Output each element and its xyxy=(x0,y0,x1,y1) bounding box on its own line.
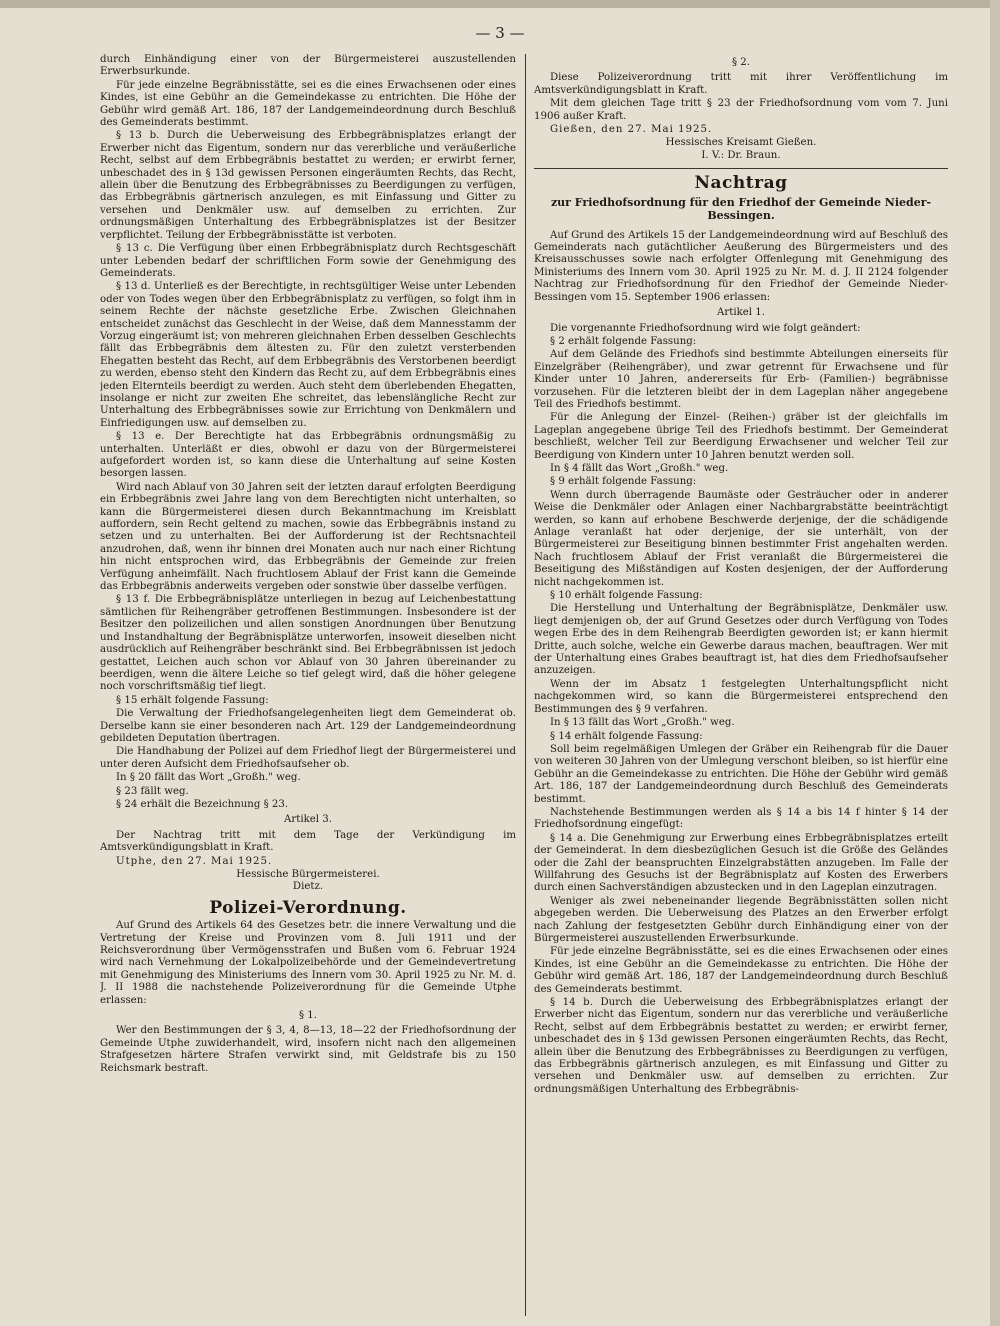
column-divider xyxy=(525,54,526,1316)
place-date: Utphe, den 27. Mai 1925. xyxy=(116,855,273,867)
paragraph: Wenn durch überragende Baumäste oder Gesträucher oder in anderer Weise die Denkmäler oder Anlagen einer Nachbargrabstätte beeinträchtigt werden, so kann auf erhobene Beschwerde derjenige, der die schädigende Anlage veranlaßt hat oder derjenige, der sie unterhält, von der Bürgermeisterei zur Beseitigung binnen bestimmter Frist angehalten werden. Nach fruchtlosem Ablauf der Frist veranlaßt die Bürgermeisterei die Beseitigung des Mißständigen auf Kosten desjenigen, der der Aufforderung nicht nachgekommen ist. xyxy=(534,489,948,588)
paragraph: Für jede einzelne Begräbnisstätte, sei es die eines Erwachsenen oder eines Kindes, ist eine Gebühr an die Gemeindekasse zu entrichten. Die Höhe der Gebühr wird gemäß Art. 186, 187 der Landgemeindeordnung durch Beschluß des Gemeinderats bestimmt. xyxy=(100,79,516,129)
paragraph: § 13 e. Der Berechtigte hat das Erbbegräbnis ordnungsmäßig zu unterhalten. Unterläßt er dies, obwohl er dazu von der Bürgermeisterei aufgefordert worden ist, so kann diese die Unterhaltung auf seine Kosten besorgen lassen. xyxy=(100,431,516,480)
paragraph: Auf Grund des Artikels 64 des Gesetzes betr. die innere Verwaltung und die Vertretung der Kreise und Provinzen vom 8. Juli 1911 und der Reichsverordnung über Vermögensstrafen und Bußen vom 6. Februar 1924 wird nach Vernehmung der Lokalpolizeibehörde und der Gemeindevertretung mit Genehmigung des Ministeriums des Innern vom 30. April 1925 zu Nr. M. d. J. II 1988 die nachstehende Polizeiverordnung für die Gemeinde Utphe erlassen: xyxy=(100,920,516,1006)
section-1-heading: § 1. xyxy=(298,1010,318,1022)
paragraph: Weniger als zwei nebeneinander liegende Begräbnisstätten sollen nicht abgegeben werden. Die Ueberweisung des Platzes an den Erwerber erfolgt nach Zahlung der festgesetzten Gebühr durch Einhändigung einer von der Bürgermeisterei auszustellenden Erwerbsurkunde. xyxy=(534,895,948,944)
paragraph: In § 4 fällt das Wort „Großh." weg. xyxy=(550,462,729,474)
paragraph: Mit dem gleichen Tage tritt § 23 der Friedhofsordnung vom vom 7. Juni 1906 außer Kraft. xyxy=(534,98,948,122)
signer: Dietz. xyxy=(292,881,324,893)
paragraph: § 13 b. Durch die Ueberweisung des Erbbegräbnisplatzes erlangt der Erwerber nicht das Eigentum, sondern nur das vererbliche und veräußerliche Recht, selbst auf dem Erbbegräbnis bestattet zu werden; er erwirbt ferner, unbeschadet des in § 13d gewissen Personen eingeräumten Rechts, das Recht, allein über die Benutzung des Erbbegräbnisses zu Beerdigungen zu verfügen, das Erbbegräbnis gärtnerisch anzulegen, es mit Einfassung und Gitter zu versehen und Denkmäler usw. auf demselben zu errichten. Zur ordnungsmäßigen Unterhaltung des Erbbegräbnisplatzes ist der Besitzer verpflichtet. Teilung der Erbbegräbnisstätte ist verboten. xyxy=(100,130,516,241)
authority: Hessische Bürgermeisterei. xyxy=(236,869,380,880)
paragraph: Nachstehende Bestimmungen werden als § 14 a bis 14 f hinter § 14 der Friedhofsordnung eingefügt: xyxy=(534,806,948,831)
paragraph: In § 20 fällt das Wort „Großh." weg. xyxy=(116,772,301,784)
paragraph: Auf dem Gelände des Friedhofs sind bestimmte Abteilungen einerseits für Einzelgräber (Reihengräber), und zwar getrennt für Erwachsene und für Kinder unter 10 Jahren, andererseits für Erb- (Familien-) begräbnisse vorzusehen. Für die letzteren bleibt der in dem Lageplan näher angegebene Teil des Friedhofs bestimmt. xyxy=(534,349,948,410)
paragraph: Der Nachtrag tritt mit dem Tage der Verkündigung im Amtsverkündigungsblatt in Kraft. xyxy=(100,829,516,854)
paragraph: § 14 a. Die Genehmigung zur Erwerbung eines Erbbegräbnisplatzes erteilt der Gemeinderat. In dem diesbezüglichen Gesuch ist die Größe des Geländes oder die Zahl der beanspruchten Einzelgrabstätten anzugeben. Im Falle der Willfahrung des Gesuchs ist der Begräbnisplatz auf Kosten des Erwerbers durch einen Sachverständigen abzustecken und in den Lageplan einzutragen. xyxy=(534,832,948,894)
place-date: Gießen, den 27. Mai 1925. xyxy=(550,124,713,136)
left-column xyxy=(100,54,516,1316)
artikel-3-heading: Artikel 3. xyxy=(284,814,332,826)
top-edge xyxy=(0,0,1000,8)
paragraph: Für jede einzelne Begräbnisstätte, sei es die eines Erwachsenen oder eines Kindes, ist eine Gebühr an die Gemeindekasse zu entrichten. Die Höhe der Gebühr wird gemäß Art. 186, 187 der Landgemeindeordnung durch Beschluß des Gemeinderats bestimmt. xyxy=(534,946,948,995)
paragraph: Die Handhabung der Polizei auf dem Friedhof liegt der Bürgermeisterei und unter deren Aufsicht dem Friedhofsaufseher ob. xyxy=(100,746,516,770)
paragraph: § 14 erhält folgende Fassung: xyxy=(550,730,703,742)
authority: Hessisches Kreisamt Gießen. xyxy=(665,137,817,149)
paragraph: Wird nach Ablauf von 30 Jahren seit der letzten darauf erfolgten Beerdigung ein Erbbegräbnis zwei Jahre lang von dem Berechtigten nicht unterhalten, so kann die Bürgermeisterei diesen durch Bekanntmachung im Kreisblatt auffordern, sein Recht geltend zu machen, sowie das Erbbegräbnis instand zu setzen und zu unterhalten. Bei der Aufforderung ist der Rechtsnachteil anzudrohen, daß, wenn ihr binnen drei Monaten auch nur nach einer Richtung hin nicht entsprochen wird, das Erbbegräbnis der Gemeinde zur freien Verfügung anheimfällt. Nach fruchtlosem Ablauf der Frist kann die Gemeinde das Erbbegräbnis anderweits vergeben oder sonstwie über dasselbe verfügen. xyxy=(100,481,516,593)
paragraph: Diese Polizeiverordnung tritt mit ihrer Veröffentlichung im Amtsverkündigungsblatt in Kraft. xyxy=(534,72,948,96)
paragraph: Die vorgenannte Friedhofsordnung wird wie folgt geändert: xyxy=(550,322,861,334)
paragraph: Die Herstellung und Unterhaltung der Begräbnisplätze, Denkmäler usw. liegt demjenigen ob, der auf Grund Gesetzes oder durch Verfügung von Todes wegen Erbe des in dem Reihengrab Beerdigten geworden ist; er kann hiermit Dritte, auch solche, welche ein Gewerbe daraus machen, beauftragen. Wer mit der Unterhaltung eines Grabes beauftragt ist, hat dies dem Friedhofsaufseher anzuzeigen. xyxy=(534,603,948,677)
paragraph: § 14 b. Durch die Ueberweisung des Erbbegräbnisplatzes erlangt der Erwerber nicht das Eigentum, sondern nur das vererbliche und veräußerliche Recht, selbst auf dem Erbbegräbnis bestattet zu werden; er erwirbt ferner, unbeschadet des in § 13d gewissen Personen eingeräumten Rechts, das Recht, allein über die Benutzung des Erbbegräbnisses zu Beerdigungen zu verfügen, das Erbbegräbnis gärtnerisch anzulegen, es mit Einfassung und Gitter zu versehen und Denkmäler usw. auf demselben zu errichten. Zur ordnungsmäßigen Unterhaltung des Erbbegräbnis- xyxy=(534,997,948,1095)
right-column xyxy=(534,54,948,1316)
paragraph: § 10 erhält folgende Fassung: xyxy=(550,590,703,602)
nachtrag-heading: Nachtrag xyxy=(694,173,788,194)
paragraph: § 13 d. Unterließ es der Berechtigte, in rechtsgültiger Weise unter Lebenden oder von Todes wegen über den Erbbegräbnisplatz zu verfügen, so folgt ihm in seinem Rechte der nächste gesetzliche Erbe. Zwischen Gleichnahen entscheidet zunächst das Geschlecht in der Weise, daß dem Mannesstamm der Vorzug eingeräumt ist; von mehreren gleichnahen Erben desselben Geschlechts fällt das Erbbegräbnis dem ältesten zu. Für den zuletzt versterbenden Ehegatten besteht das Recht, auf dem Erbbegräbnis des Verstorbenen beerdigt zu werden, ebenso steht den Kindern das Recht zu, auf dem Erbbegräbnis eines jeden Elternteils beerdigt zu werden. Auch steht dem überlebenden Ehegatten, insolange er nicht zur zweiten Ehe schreitet, das lebenslängliche Recht zur Unterhaltung des Erbbegräbnisses sowie zur Errichtung von Denkmälern und Einfriedigungen usw. auf demselben zu. xyxy=(100,281,516,429)
paragraph: Wenn der im Absatz 1 festgelegten Unterhaltungspflicht nicht nachgekommen wird, so kann die Bürgermeisterei entsprechend den Bestimmungen des § 9 verfahren. xyxy=(534,678,948,715)
paragraph: § 23 fällt weg. xyxy=(116,785,189,797)
paragraph: Die Verwaltung der Friedhofsangelegenheiten liegt dem Gemeinderat ob. Derselbe kann sie einer besonderen nach Art. 129 der Landgemeindeordnung gebildeten Deputation übertragen. xyxy=(100,708,516,744)
paragraph: § 13 f. Die Erbbegräbnisplätze unterliegen in bezug auf Leichenbestattung sämtlichen für Reihengräber getroffenen Bestimmungen. Insbesondere ist der Besitzer den polizeilichen und allen sonstigen Anordnungen über Benutzung und Instandhaltung der Begräbnisplätze unterworfen, insoweit dieselben nicht ausdrücklich auf Reihengräber beschränkt sind. Bei Erbbegräbnissen ist jedoch gestattet, Leichen auch schon vor Ablauf von 30 Jahren übereinander zu beerdigen, wenn die ältere Leiche so tief gelegt wird, daß die höher gelegene noch vorschriftsmäßig tief liegt. xyxy=(100,594,516,693)
paragraph: Für die Anlegung der Einzel- (Reihen-) gräber ist der gleichfalls im Lageplan angegebene übrige Teil des Friedhofs bestimmt. Der Gemeinderat beschließt, welcher Teil zur Beerdigung Erwachsener und welcher Teil zur Beerdigung von Kindern unter 10 Jahren benutzt werden soll. xyxy=(534,412,948,461)
artikel-1-heading: Artikel 1. xyxy=(717,307,765,319)
paragraph: § 13 c. Die Verfügung über einen Erbbegräbnisplatz durch Rechtsgeschäft unter Lebenden bedarf der schriftlichen Form sowie der Genehmigung des Gemeinderats. xyxy=(100,243,516,279)
paragraph: § 15 erhält folgende Fassung: xyxy=(116,694,269,706)
page-number: — 3 — xyxy=(475,24,525,42)
section-2-heading: § 2. xyxy=(731,57,751,68)
paragraph: In § 13 fällt das Wort „Großh." weg. xyxy=(550,717,735,729)
paragraph: Auf Grund des Artikels 15 der Landgemeindeordnung wird auf Beschluß des Gemeinderats nach gutächtlicher Aeußerung des Bürgermeisters und des Kreisausschusses sowie nach erfolgter Offenlegung mit Genehmigung des Ministeriums des Innern vom 30. April 1925 zu Nr. M. d. J. II 2124 folgender Nachtrag zur Friedhofsordnung für den Friedhof der Gemeinde Nieder-Bessingen vom 15. September 1906 erlassen: xyxy=(534,229,948,303)
nachtrag-subheading: zur Friedhofsordnung für den Friedhof der Gemeinde Nieder-Bessingen. xyxy=(550,195,932,222)
polizei-verordnung-heading: Polizei-Verordnung. xyxy=(209,897,407,918)
paragraph: § 24 erhält die Bezeichnung § 23. xyxy=(116,798,289,810)
paragraph: durch Einhändigung einer von der Bürgermeisterei auszustellenden Erwerbsurkunde. xyxy=(100,54,516,78)
paragraph: Soll beim regelmäßigen Umlegen der Gräber ein Reihengrab für die Dauer von weiteren 30 Jahren von der Umlegung verschont bleiben, so ist hierfür eine Gebühr an die Gemeindekasse zu entrichten. Die Höhe der Gebühr wird gemäß Art. 186, 187 der Landgemeindeordnung durch Beschluß des Gemeinderats bestimmt. xyxy=(534,743,948,805)
signer: I. V.: Dr. Braun. xyxy=(701,149,781,161)
right-edge xyxy=(990,0,1000,1326)
section-rule xyxy=(534,168,948,169)
paragraph: § 2 erhält folgende Fassung: xyxy=(550,335,697,347)
paragraph: § 9 erhält folgende Fassung: xyxy=(550,476,697,488)
paragraph: Wer den Bestimmungen der § 3, 4, 8—13, 18—22 der Friedhofsordnung der Gemeinde Utphe zuwiderhandelt, wird, insofern nicht nach den allgemeinen Strafgesetzen härtere Strafen verwirkt sind, mit Geldstrafe bis zu 150 Reichsmark bestraft. xyxy=(100,1025,516,1074)
